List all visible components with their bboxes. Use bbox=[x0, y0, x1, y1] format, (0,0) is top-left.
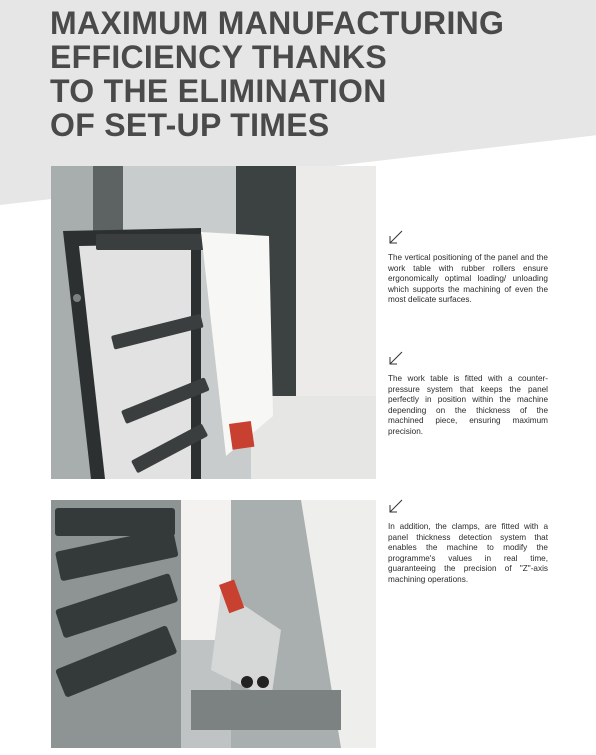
feature-note bbox=[388, 350, 548, 438]
machine-clamps-photo bbox=[51, 500, 376, 748]
feature-text: In addition, the clamps, are fitted with a panel thickness detection system that enables the machine to modify the programme's values in real time, guaranteeing the precision of "Z"-axis machining operations. bbox=[388, 522, 548, 584]
feature-note bbox=[388, 229, 548, 306]
arrow-down-left-icon bbox=[388, 350, 404, 366]
feature-note bbox=[388, 498, 548, 586]
arrow-down-left-icon bbox=[388, 498, 404, 514]
title-line: EFFICIENCY THANKS bbox=[50, 39, 387, 75]
title-line: OF SET-UP TIMES bbox=[50, 107, 330, 143]
machine-work-table-photo bbox=[51, 166, 376, 479]
feature-text: The work table is fitted with a counter-pressure system that keeps the panel perfectly in position within the machine depending on the thickness of the machined piece, ensuring maximum precision. bbox=[388, 374, 548, 436]
title-line: MAXIMUM MANUFACTURING bbox=[50, 5, 505, 41]
feature-text: The vertical positioning of the panel and the work table with rubber rollers ensure ergonomically optimal loading/ unloading which supports the machining of even the most delicate surfaces. bbox=[388, 253, 548, 305]
title-line: TO THE ELIMINATION bbox=[50, 73, 387, 109]
page-title bbox=[50, 6, 504, 142]
arrow-down-left-icon bbox=[388, 229, 404, 245]
